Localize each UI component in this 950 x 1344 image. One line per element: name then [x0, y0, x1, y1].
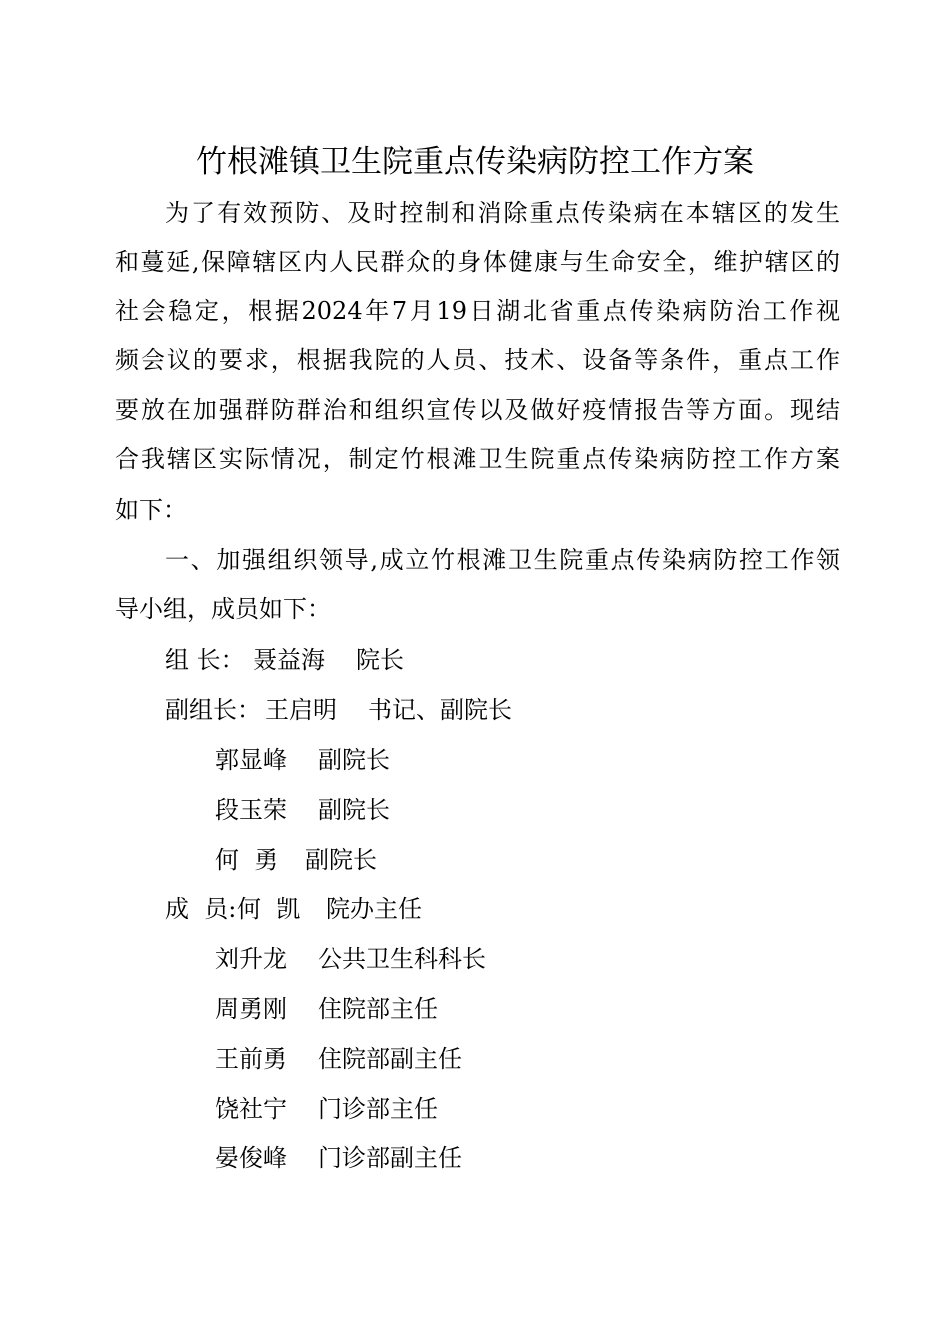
section1-line-2: 导小组，成员如下：: [115, 595, 331, 623]
member-name-5: 饶社宁: [215, 1095, 287, 1123]
deputy-name-4: 何 勇: [215, 846, 279, 874]
member-role-2: 公共卫生科科长: [318, 945, 486, 973]
leader-label: 组 长：: [165, 646, 245, 674]
member-role-5: 门诊部主任: [318, 1095, 438, 1123]
member-name-1: 何 凯: [237, 895, 301, 923]
members-label: 成 员:: [165, 895, 237, 923]
member-role-4: 住院部副主任: [318, 1045, 462, 1073]
deputies-label: 副组长：: [165, 696, 261, 724]
intro-line-2: 和蔓延,保障辖区内人民群众的身体健康与生命安全，维护辖区的: [115, 248, 840, 276]
deputy-role-4: 副院长: [305, 846, 377, 874]
deputy-name-2: 郭显峰: [215, 746, 287, 774]
deputy-name-1: 王启明: [265, 696, 337, 724]
section1-line-1: 一、加强组织领导,成立竹根滩卫生院重点传染病防控工作领: [165, 546, 840, 574]
member-name-6: 晏俊峰: [215, 1144, 287, 1172]
deputy-role-3: 副院长: [318, 796, 390, 824]
leader-name: 聂益海: [253, 646, 325, 674]
deputy-name-3: 段玉荣: [215, 796, 287, 824]
member-name-3: 周勇刚: [215, 995, 287, 1023]
deputy-role-2: 副院长: [318, 746, 390, 774]
intro-line-5: 要放在加强群防群治和组织宣传以及做好疫情报告等方面。现结: [115, 396, 840, 424]
intro-line-3: 社会稳定，根据2024年7月19日湖北省重点传染病防治工作视: [115, 297, 840, 325]
member-role-1: 院办主任: [326, 895, 422, 923]
member-name-2: 刘升龙: [215, 945, 287, 973]
member-name-4: 王前勇: [215, 1045, 287, 1073]
member-role-6: 门诊部副主任: [318, 1144, 462, 1172]
intro-line-1: 为了有效预防、及时控制和消除重点传染病在本辖区的发生: [165, 199, 840, 227]
member-role-3: 住院部主任: [318, 995, 438, 1023]
intro-line-7: 如下：: [115, 496, 187, 524]
deputy-role-1: 书记、副院长: [368, 696, 512, 724]
leader-role: 院长: [356, 646, 404, 674]
document-title: 竹根滩镇卫生院重点传染病防控工作方案: [196, 144, 754, 180]
intro-line-6: 合我辖区实际情况，制定竹根滩卫生院重点传染病防控工作方案: [115, 445, 840, 473]
intro-line-4: 频会议的要求，根据我院的人员、技术、设备等条件，重点工作: [115, 346, 840, 374]
